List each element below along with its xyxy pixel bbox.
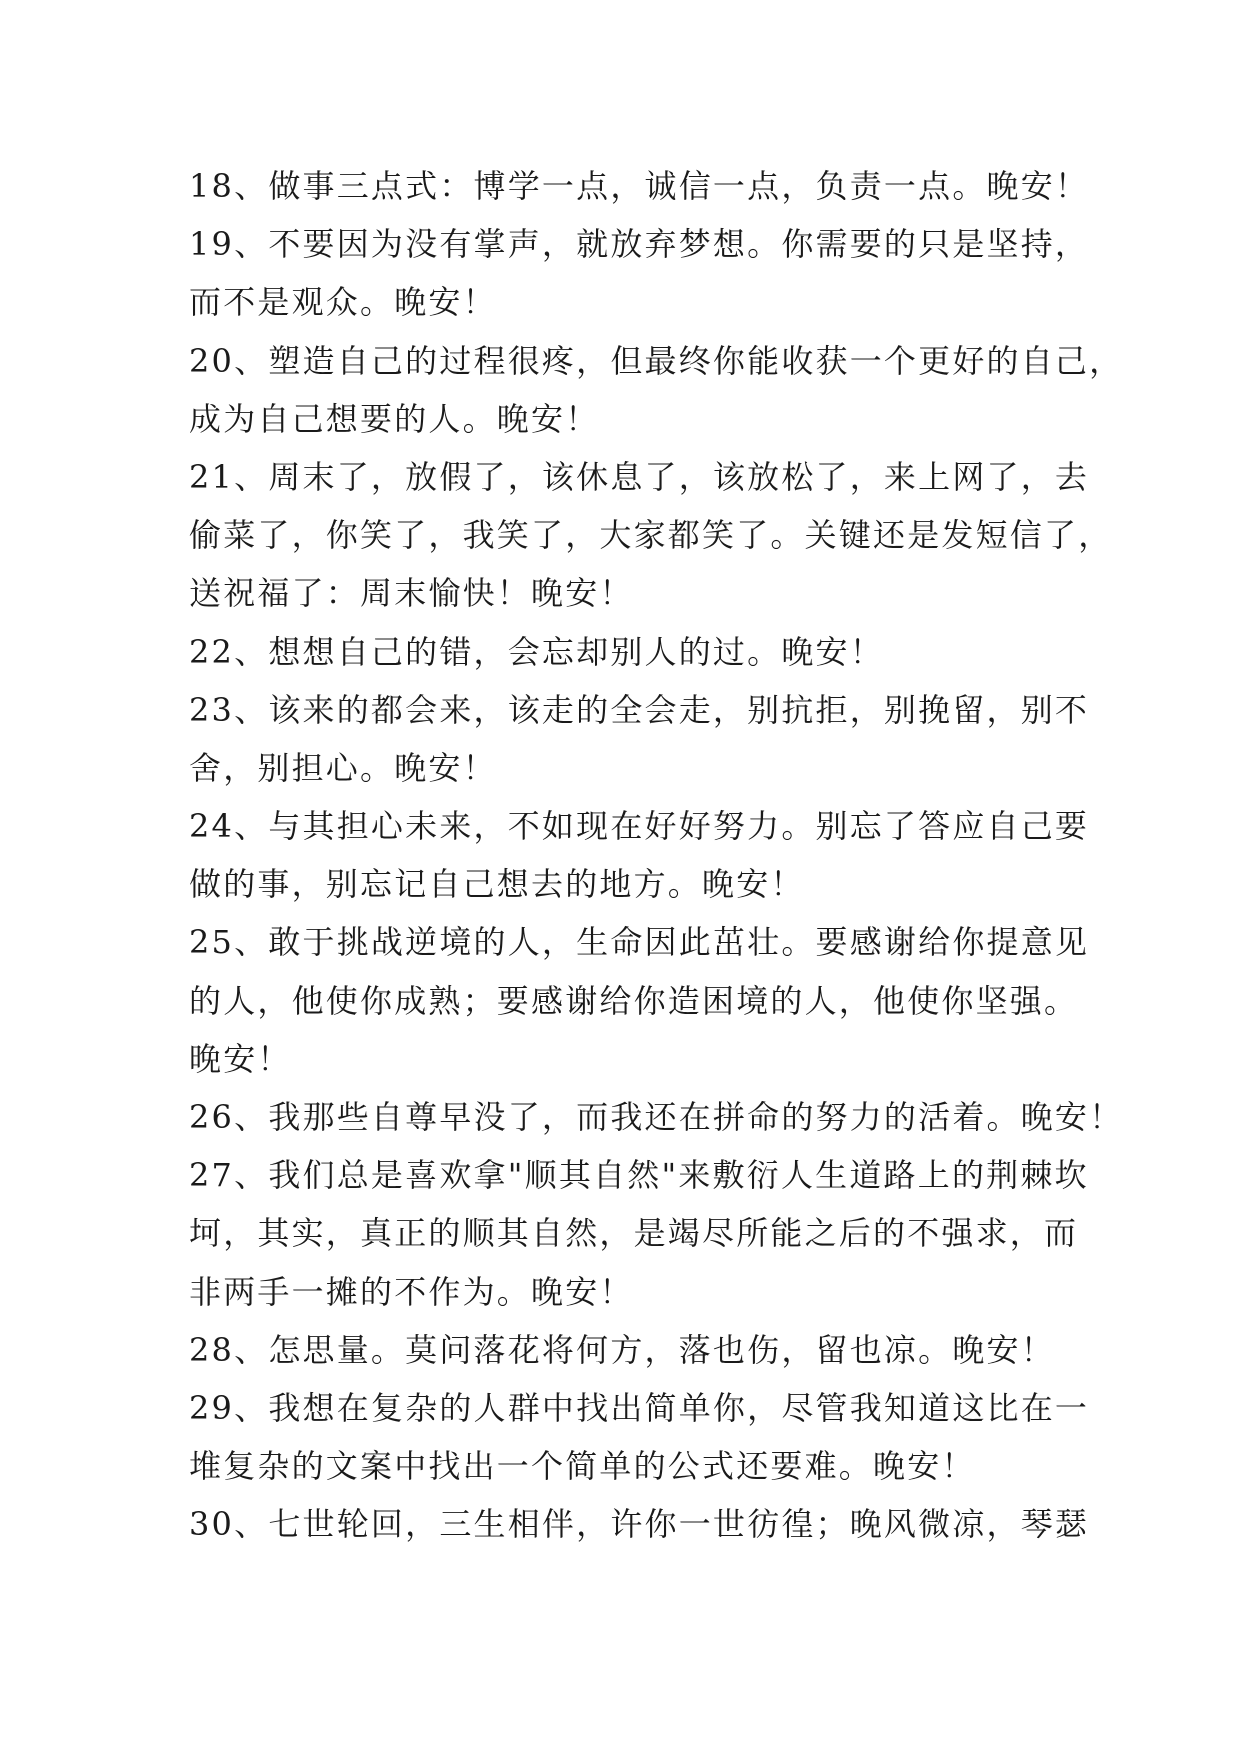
text-line: 23、该来的都会来，该走的全会走，别抗拒，别挽留，别不: [189, 690, 1090, 729]
text-line: 而不是观众。晚安！: [189, 283, 497, 322]
text-line: 晚安！: [189, 1039, 292, 1078]
text-line: 27、我们总是喜欢拿"顺其自然"来敷衍人生道路上的荆棘坎: [189, 1156, 1089, 1195]
text-line: 19、不要因为没有掌声，就放弃梦想。你需要的只是坚持，: [189, 225, 1090, 264]
text-line: 21、周末了，放假了，该休息了，该放松了，来上网了，去: [189, 457, 1090, 496]
text-line: 做的事，别忘记自己想去的地方。晚安！: [189, 865, 805, 904]
text-line: 偷菜了，你笑了，我笑了，大家都笑了。关键还是发短信了，: [189, 516, 1113, 555]
text-line: 堆复杂的文案中找出一个简单的公式还要难。晚安！: [189, 1447, 976, 1486]
text-line: 30、七世轮回，三生相伴，许你一世彷徨；晚风微凉，琴瑟: [189, 1505, 1090, 1544]
text-line: 20、塑造自己的过程很疼，但最终你能收获一个更好的自己，: [189, 341, 1124, 380]
text-line: 26、我那些自尊早没了，而我还在拼命的努力的活着。晚安！: [189, 1098, 1124, 1136]
text-line: 22、想想自己的错，会忘却别人的过。晚安！: [189, 632, 884, 671]
text-line: 成为自己想要的人。晚安！: [189, 399, 600, 438]
text-line: 18、做事三点式：博学一点，诚信一点，负责一点。晚安！: [189, 167, 1090, 205]
text-line: 28、怎思量。莫问落花将何方，落也伤，留也凉。晚安！: [189, 1330, 1055, 1369]
text-line: 25、敢于挑战逆境的人，生命因此茁壮。要感谢给你提意见: [189, 923, 1090, 962]
text-line: 29、我想在复杂的人群中找出简单你，尽管我知道这比在一: [189, 1388, 1090, 1427]
document-body: [189, 157, 1124, 1554]
text-line: 舍，别担心。晚安！: [189, 748, 497, 787]
text-line: 坷，其实，真正的顺其自然，是竭尽所能之后的不强求，而: [189, 1214, 1079, 1253]
text-line: 非两手一摊的不作为。晚安！: [189, 1272, 634, 1311]
text-line: 的人，他使你成熟；要感谢给你造困境的人，他使你坚强。: [189, 981, 1079, 1020]
text-line: 24、与其担心未来，不如现在好好努力。别忘了答应自己要: [189, 807, 1090, 846]
text-line: 送祝福了：周末愉快！晚安！: [189, 574, 634, 613]
